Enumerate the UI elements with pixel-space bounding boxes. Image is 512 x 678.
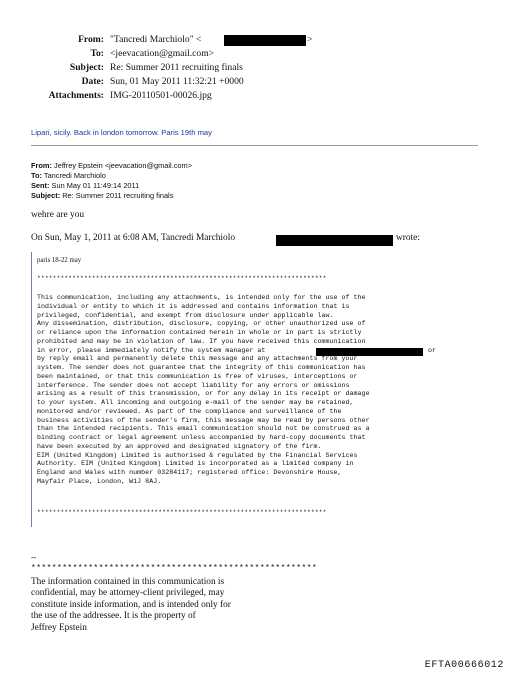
header-attachments-label: Attachments: [48, 90, 104, 101]
header-attachments-row [0, 90, 512, 102]
fwd-to-label: To: [31, 171, 42, 180]
header-from-label: From: [78, 34, 104, 45]
legal-notice-line: business activities of the sender's firm, this message may be read by persons other [37, 416, 370, 424]
legal-notice-line: system. The sender does not guarantee that the integrity of this communication has [37, 364, 366, 371]
header-date-value: Sun, 01 May 2011 11:32:21 +0000 [110, 76, 244, 87]
signature-star-rule: ******************************************************* [31, 564, 318, 573]
redaction-box [276, 235, 393, 246]
fwd-to-row [31, 171, 106, 181]
legal-notice-line: monitored and/or reviewed. As part of the compliance and surveillance of the [37, 407, 342, 415]
quote-bar [31, 252, 32, 527]
star-rule-top: ************************************************************************** [37, 275, 327, 282]
legal-notice-line: EIM (United Kingdom) Limited is authorised & regulated by the Financial Services [37, 451, 358, 459]
disclaimer-line: confidential, may be attorney-client privileged, may [31, 588, 225, 599]
legal-notice-line: privileged, confidential, and exempt from disclosure under applicable law. [37, 311, 334, 319]
legal-notice-line: or reliance upon the information contained herein in whole or in part is strictly [37, 329, 362, 336]
legal-notice-line: have been executed by an approved and designated signatory of the firm. [37, 442, 322, 450]
legal-notice-line: individual or entity to which it is addressed and contains information that is [37, 302, 350, 310]
disclaimer-line: The information contained in this communication is [31, 577, 225, 587]
fwd-sent-label: Sent: [31, 181, 50, 190]
document-id: EFTA00666012 [424, 660, 504, 671]
header-subject-value: Re: Summer 2011 recruiting finals [110, 62, 243, 73]
header-subject-row [0, 62, 512, 74]
header-date-row [0, 76, 512, 88]
epstein-message: wehre are you [31, 210, 85, 220]
quoted-message: paris 18-22 may [37, 257, 82, 264]
legal-notice-line: binding contract or legal agreement unless accompanied by hard-copy documents that [37, 434, 366, 441]
legal-notice-line: than the intended recipients. This email communication should not be construed as a [37, 425, 370, 433]
legal-notice-line: Mayfair Place, London, W1J 8AJ. [37, 477, 162, 485]
fwd-from-row [31, 161, 192, 171]
legal-notice-line: been maintained, or that this communication is free of viruses, interceptions or [37, 372, 358, 380]
legal-notice-or: or [428, 346, 437, 354]
legal-notice-line: to your system. All incoming and outgoing e-mail of the sender may be retained, [37, 399, 354, 406]
legal-notice-line: interference. The sender does not accept liability for any errors or omissions [37, 381, 350, 389]
redaction-box [224, 35, 306, 46]
legal-notice-line: prohibited and may be in violation of law. If you have received this communication [37, 337, 366, 345]
header-date-label: Date: [81, 76, 104, 87]
star-rule-bottom: ************************************************************************** [37, 509, 327, 516]
disclaimer-line: Jeffrey Epstein [31, 622, 87, 633]
disclaimer-line: the use of the addressee. It is the property of [31, 611, 196, 622]
legal-notice-line: Authority. EIM (United Kingdom) Limited is incorporated as a limited company in [37, 460, 354, 468]
fwd-sent-row [31, 181, 139, 191]
header-to-value: <jeevacation@gmail.com> [110, 48, 215, 59]
fwd-from-label: From: [31, 161, 52, 170]
header-from-tail: > [307, 34, 313, 45]
quote-intro [31, 233, 235, 243]
legal-notice-line: by reply email and permanently delete this message and any attachments from your [37, 355, 358, 363]
header-subject-label: Subject: [69, 62, 104, 73]
fwd-to-value: Tancredi Marchiolo [43, 171, 106, 180]
signature-dashes: -- [31, 553, 37, 562]
header-to-label: To: [90, 48, 104, 59]
header-from-value: "Tancredi Marchiolo" < [110, 34, 202, 45]
reply-message: Lipari, sicily. Back in london tomorrow. Paris 19th may [31, 128, 212, 137]
legal-notice-line: This communication, including any attachments, is intended only for the use of the [37, 294, 366, 301]
header-attachments-value[interactable]: IMG-20110501-00026.jpg [110, 90, 212, 101]
header-to-row [0, 48, 512, 60]
fwd-sent-value: Sun May 01 11:49:14 2011 [51, 181, 140, 190]
quote-intro-tail: wrote: [396, 233, 420, 243]
legal-notice-line: Any dissemination, distribution, disclosure, copying, or other unauthorized use of [37, 320, 366, 328]
disclaimer-line: constitute inside information, and is intended only for [31, 599, 231, 610]
fwd-subject-value: Re: Summer 2011 recruiting finals [62, 191, 174, 200]
legal-notice-line: in error, please immediately notify the system manager at [37, 346, 266, 354]
divider [31, 145, 478, 146]
fwd-subject-row [31, 191, 173, 201]
header-from-row [0, 34, 512, 46]
fwd-subject-label: Subject: [31, 191, 61, 200]
fwd-from-value: Jeffrey Epstein <jeevacation@gmail.com> [54, 161, 193, 170]
legal-notice-line: England and Wales with number 03284117; registered office: Devonshire House, [37, 469, 342, 476]
legal-notice-line: arising as a result of this transmission, or for any delay in its receipt or damage [37, 390, 370, 398]
quote-intro-text: On Sun, May 1, 2011 at 6:08 AM, Tancredi Marchiolo [31, 233, 236, 243]
